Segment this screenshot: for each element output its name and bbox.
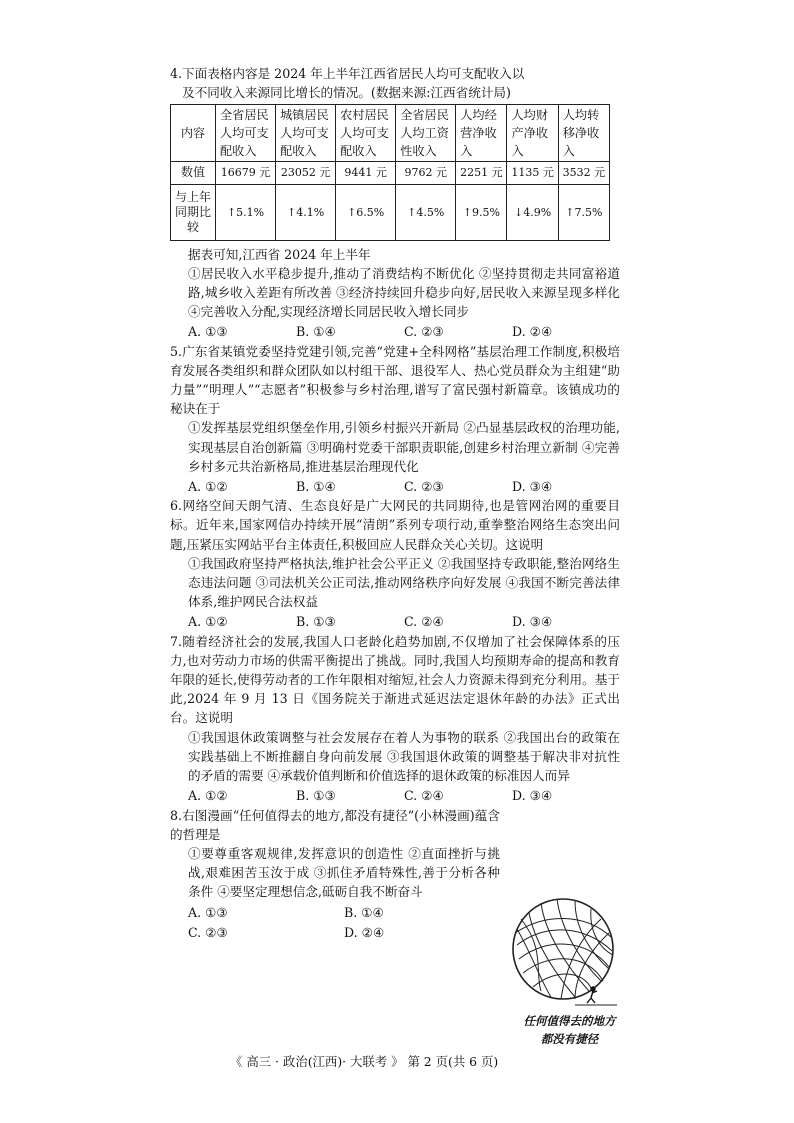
option-a[interactable]: A. ①② bbox=[188, 479, 228, 495]
table-cell: 2251 元 bbox=[456, 162, 507, 184]
table-cell: ↑7.5% bbox=[558, 184, 609, 240]
question-7 bbox=[170, 632, 620, 806]
option-d[interactable]: D. ③④ bbox=[512, 614, 553, 630]
table-cell: 23052 元 bbox=[276, 162, 336, 184]
q7-stem: 7.随着经济社会的发展,我国人口老龄化趋势加剧,不仅增加了社会保障体系的压力,也对劳动力市场的供需平衡提出了挑战。同时,我国人均预期寿命的提高和教育年限的延长,使得劳动者的工作年限相对缩短,社会人力资源未得到充分利用。基于此,2024 年 9 月 13 日《国务院关于渐进式延迟法定退休年龄的办法》正式出台。这说明 bbox=[170, 633, 620, 726]
table-cell: ↑5.1% bbox=[216, 184, 276, 240]
option-b[interactable]: B. ①④ bbox=[296, 324, 336, 340]
q5-options bbox=[170, 477, 620, 496]
table-header-cell: 全省居民人均工资性收入 bbox=[396, 105, 456, 162]
table-cell: 9441 元 bbox=[336, 162, 396, 184]
q7-options bbox=[170, 786, 620, 805]
q4-body: ①居民收入水平稳步提升,推动了消费结构不断优化 ②坚持贯彻走共同富裕道路,城乡收入差距有所改善 ③经济持续回升稳步向好,居民收入来源呈现多样化 ④完善收入分配,实现经济增长同居民收入增长同步 bbox=[188, 265, 620, 320]
cartoon-caption bbox=[512, 1012, 627, 1048]
option-d[interactable]: D. ②④ bbox=[512, 324, 553, 340]
q8-options-row1 bbox=[170, 903, 500, 922]
option-a[interactable]: A. ①② bbox=[188, 788, 228, 804]
option-a[interactable]: A. ①② bbox=[188, 614, 228, 630]
q7-body: ①我国退休政策调整与社会发展存在着人为事物的联系 ②我国出台的政策在实践基础上不断推翻自身向前发展 ③我国退休政策的调整基于解决非对抗性的矛盾的需要 ④承载价值判断和价值选择的退休政策的标准因人而异 bbox=[188, 729, 620, 784]
table-header-cell: 全省居民人均可支配收入 bbox=[216, 105, 276, 162]
table-corner-cell: 内容 bbox=[171, 105, 216, 162]
q5-stem: 5.广东省某镇党委坚持党建引领,完善“党建+全科网格”基层治理工作制度,积极培育发展各类组织和群众团队如以村组干部、退役军人、热心党员群众为主组建“助力量”“明理人”“志愿者”积极参与乡村治理,谱写了富民强村新篇章。该镇成功的秘诀在于 bbox=[170, 343, 620, 417]
table-header-cell: 人均财产净收入 bbox=[507, 105, 558, 162]
option-c[interactable]: C. ②③ bbox=[404, 479, 444, 495]
question-5 bbox=[170, 342, 620, 497]
table-cell: ↓4.9% bbox=[507, 184, 558, 240]
option-c[interactable]: C. ②③ bbox=[188, 924, 228, 940]
table-header-cell: 人均经营净收入 bbox=[456, 105, 507, 162]
question-4 bbox=[170, 64, 620, 342]
table-cell: 1135 元 bbox=[507, 162, 558, 184]
option-a[interactable]: A. ①③ bbox=[188, 324, 228, 340]
option-b[interactable]: B. ①③ bbox=[296, 614, 336, 630]
q6-body: ①我国政府坚持严格执法,维护社会公平正义 ②我国坚持专政职能,整治网络生态违法问题 ③司法机关公正司法,推动网络秩序向好发展 ④我国不断完善法律体系,维护网民合法权益 bbox=[188, 555, 620, 610]
table-cell: ↑6.5% bbox=[336, 184, 396, 240]
table-cell: 9762 元 bbox=[396, 162, 456, 184]
q6-stem: 6.网络空间天朗气清、生态良好是广大网民的共同期待,也是管网治网的重要目标。近年来,国家网信办持续开展“清朗”系列专项行动,重拳整治网络生态突出问题,压紧压实网站平台主体责任,积极回应人民群众关心关切。这说明 bbox=[170, 498, 620, 552]
q4-options bbox=[170, 322, 620, 341]
option-a[interactable]: A. ①③ bbox=[188, 904, 228, 920]
option-c[interactable]: C. ②③ bbox=[404, 324, 444, 340]
table-row-label: 数值 bbox=[171, 162, 216, 184]
option-b[interactable]: B. ①③ bbox=[296, 788, 336, 804]
table-row-changes bbox=[171, 184, 610, 240]
page-footer: 《 高三 · 政治(江西)· 大联考 》 第 2 页(共 6 页) bbox=[230, 1054, 499, 1069]
option-c[interactable]: C. ②④ bbox=[404, 788, 444, 804]
q8-stem: 8.右图漫画“任何值得去的地方,都没有捷径”(小林漫画)蕴含的哲理是 bbox=[170, 807, 500, 842]
cartoon-caption-line2: 都没有捷径 bbox=[540, 1032, 599, 1046]
table-header-cell: 城镇居民人均可支配收入 bbox=[276, 105, 336, 162]
q6-options bbox=[170, 612, 620, 631]
option-b[interactable]: B. ①④ bbox=[296, 479, 336, 495]
income-table bbox=[170, 104, 610, 240]
table-header-cell: 人均转移净收入 bbox=[558, 105, 609, 162]
q4-stem-line2: 及不同收入来源同比增长的情况。(数据来源:江西省统计局) bbox=[182, 85, 511, 101]
q4-lead: 据表可知,江西省 2024 年上半年 bbox=[188, 246, 371, 262]
yarn-ball-cartoon bbox=[505, 893, 621, 1013]
option-d[interactable]: D. ③④ bbox=[512, 788, 553, 804]
question-6 bbox=[170, 496, 620, 631]
exam-page bbox=[170, 64, 620, 942]
option-d[interactable]: D. ②④ bbox=[344, 924, 385, 940]
option-b[interactable]: B. ①④ bbox=[344, 904, 384, 920]
option-d[interactable]: D. ③④ bbox=[512, 479, 553, 495]
table-row-values bbox=[171, 162, 610, 184]
q8-body: ①要尊重客观规律,发挥意识的创造性 ②直面挫折与挑战,艰难困苦玉汝于成 ③抓住矛盾特殊性,善于分析各种条件 ④要坚定理想信念,砥砺自我不断奋斗 bbox=[188, 845, 500, 900]
q8-options-row2 bbox=[170, 923, 500, 942]
table-cell: 16679 元 bbox=[216, 162, 276, 184]
table-cell: 3532 元 bbox=[558, 162, 609, 184]
table-header-row bbox=[171, 105, 610, 162]
table-row-label: 与上年同期比较 bbox=[171, 184, 216, 240]
table-cell: ↑9.5% bbox=[456, 184, 507, 240]
option-c[interactable]: C. ②④ bbox=[404, 614, 444, 630]
table-cell: ↑4.5% bbox=[396, 184, 456, 240]
q5-body: ①发挥基层党组织堡垒作用,引领乡村振兴开新局 ②凸显基层政权的治理功能,实现基层自治创新篇 ③明确村党委干部职责职能,创建乡村治理立新制 ④完善乡村多元共治新格局,推进基层治理现代化 bbox=[188, 420, 620, 474]
table-header-cell: 农村居民人均可支配收入 bbox=[336, 105, 396, 162]
table-cell: ↑4.1% bbox=[276, 184, 336, 240]
q4-stem-line1: 4.下面表格内容是 2024 年上半年江西省居民人均可支配收入以 bbox=[170, 66, 525, 81]
cartoon-caption-line1: 任何值得去的地方 bbox=[523, 1014, 616, 1028]
question-8 bbox=[170, 806, 500, 942]
